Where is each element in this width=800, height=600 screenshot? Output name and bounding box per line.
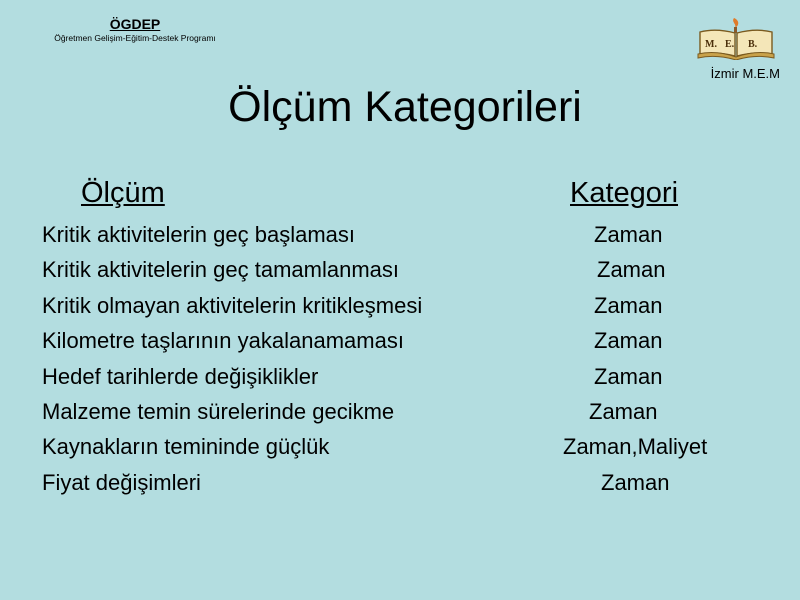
svg-text:M.: M. [705,39,717,50]
list-item [42,217,782,252]
measure-text: Kritik aktivitelerin geç tamamlanması [42,257,400,283]
measure-text: Hedef tarihlerde değişiklikler [42,363,319,389]
measure-text: Kritik aktivitelerin geç başlaması [42,222,356,247]
column-header-measure: Ölçüm [81,177,165,209]
category-text: Zaman,Maliyet [563,434,708,460]
category-text: Zaman [594,222,663,247]
measure-text: Fiyat değişimleri [42,469,201,495]
location-label: İzmir M.E.M [710,66,780,81]
category-text: Zaman [594,292,663,318]
measure-text: Kritik olmayan aktivitelerin kritikleşmesi [42,292,423,318]
list-item [42,359,782,394]
list-item [42,288,782,323]
svg-text:E.: E. [725,39,735,50]
list-item [42,323,782,358]
list-item [42,394,782,429]
slide-title: Ölçüm Kategorileri [228,83,582,131]
measure-text: Kaynakların temininde güçlük [42,434,330,460]
category-text: Zaman [589,398,658,424]
column-header-category: Kategori [570,177,679,209]
measure-text: Kilometre taşlarının yakalanamaması [42,328,404,354]
measurement-list [42,217,782,500]
category-text: Zaman [597,257,666,283]
list-item [42,429,782,464]
org-name: ÖGDEP [109,16,161,32]
category-text: Zaman [594,328,663,354]
org-subtitle: Öğretmen Gelişim-Eğitim-Destek Programı [54,33,216,43]
list-item [42,465,782,500]
measure-text: Malzeme temin sürelerinde gecikme [42,398,395,424]
category-text: Zaman [601,469,670,495]
category-text: Zaman [594,363,663,389]
list-item [42,252,782,287]
meb-book-logo-icon [696,16,776,60]
svg-text:B.: B. [748,39,758,50]
org-header [40,16,230,44]
